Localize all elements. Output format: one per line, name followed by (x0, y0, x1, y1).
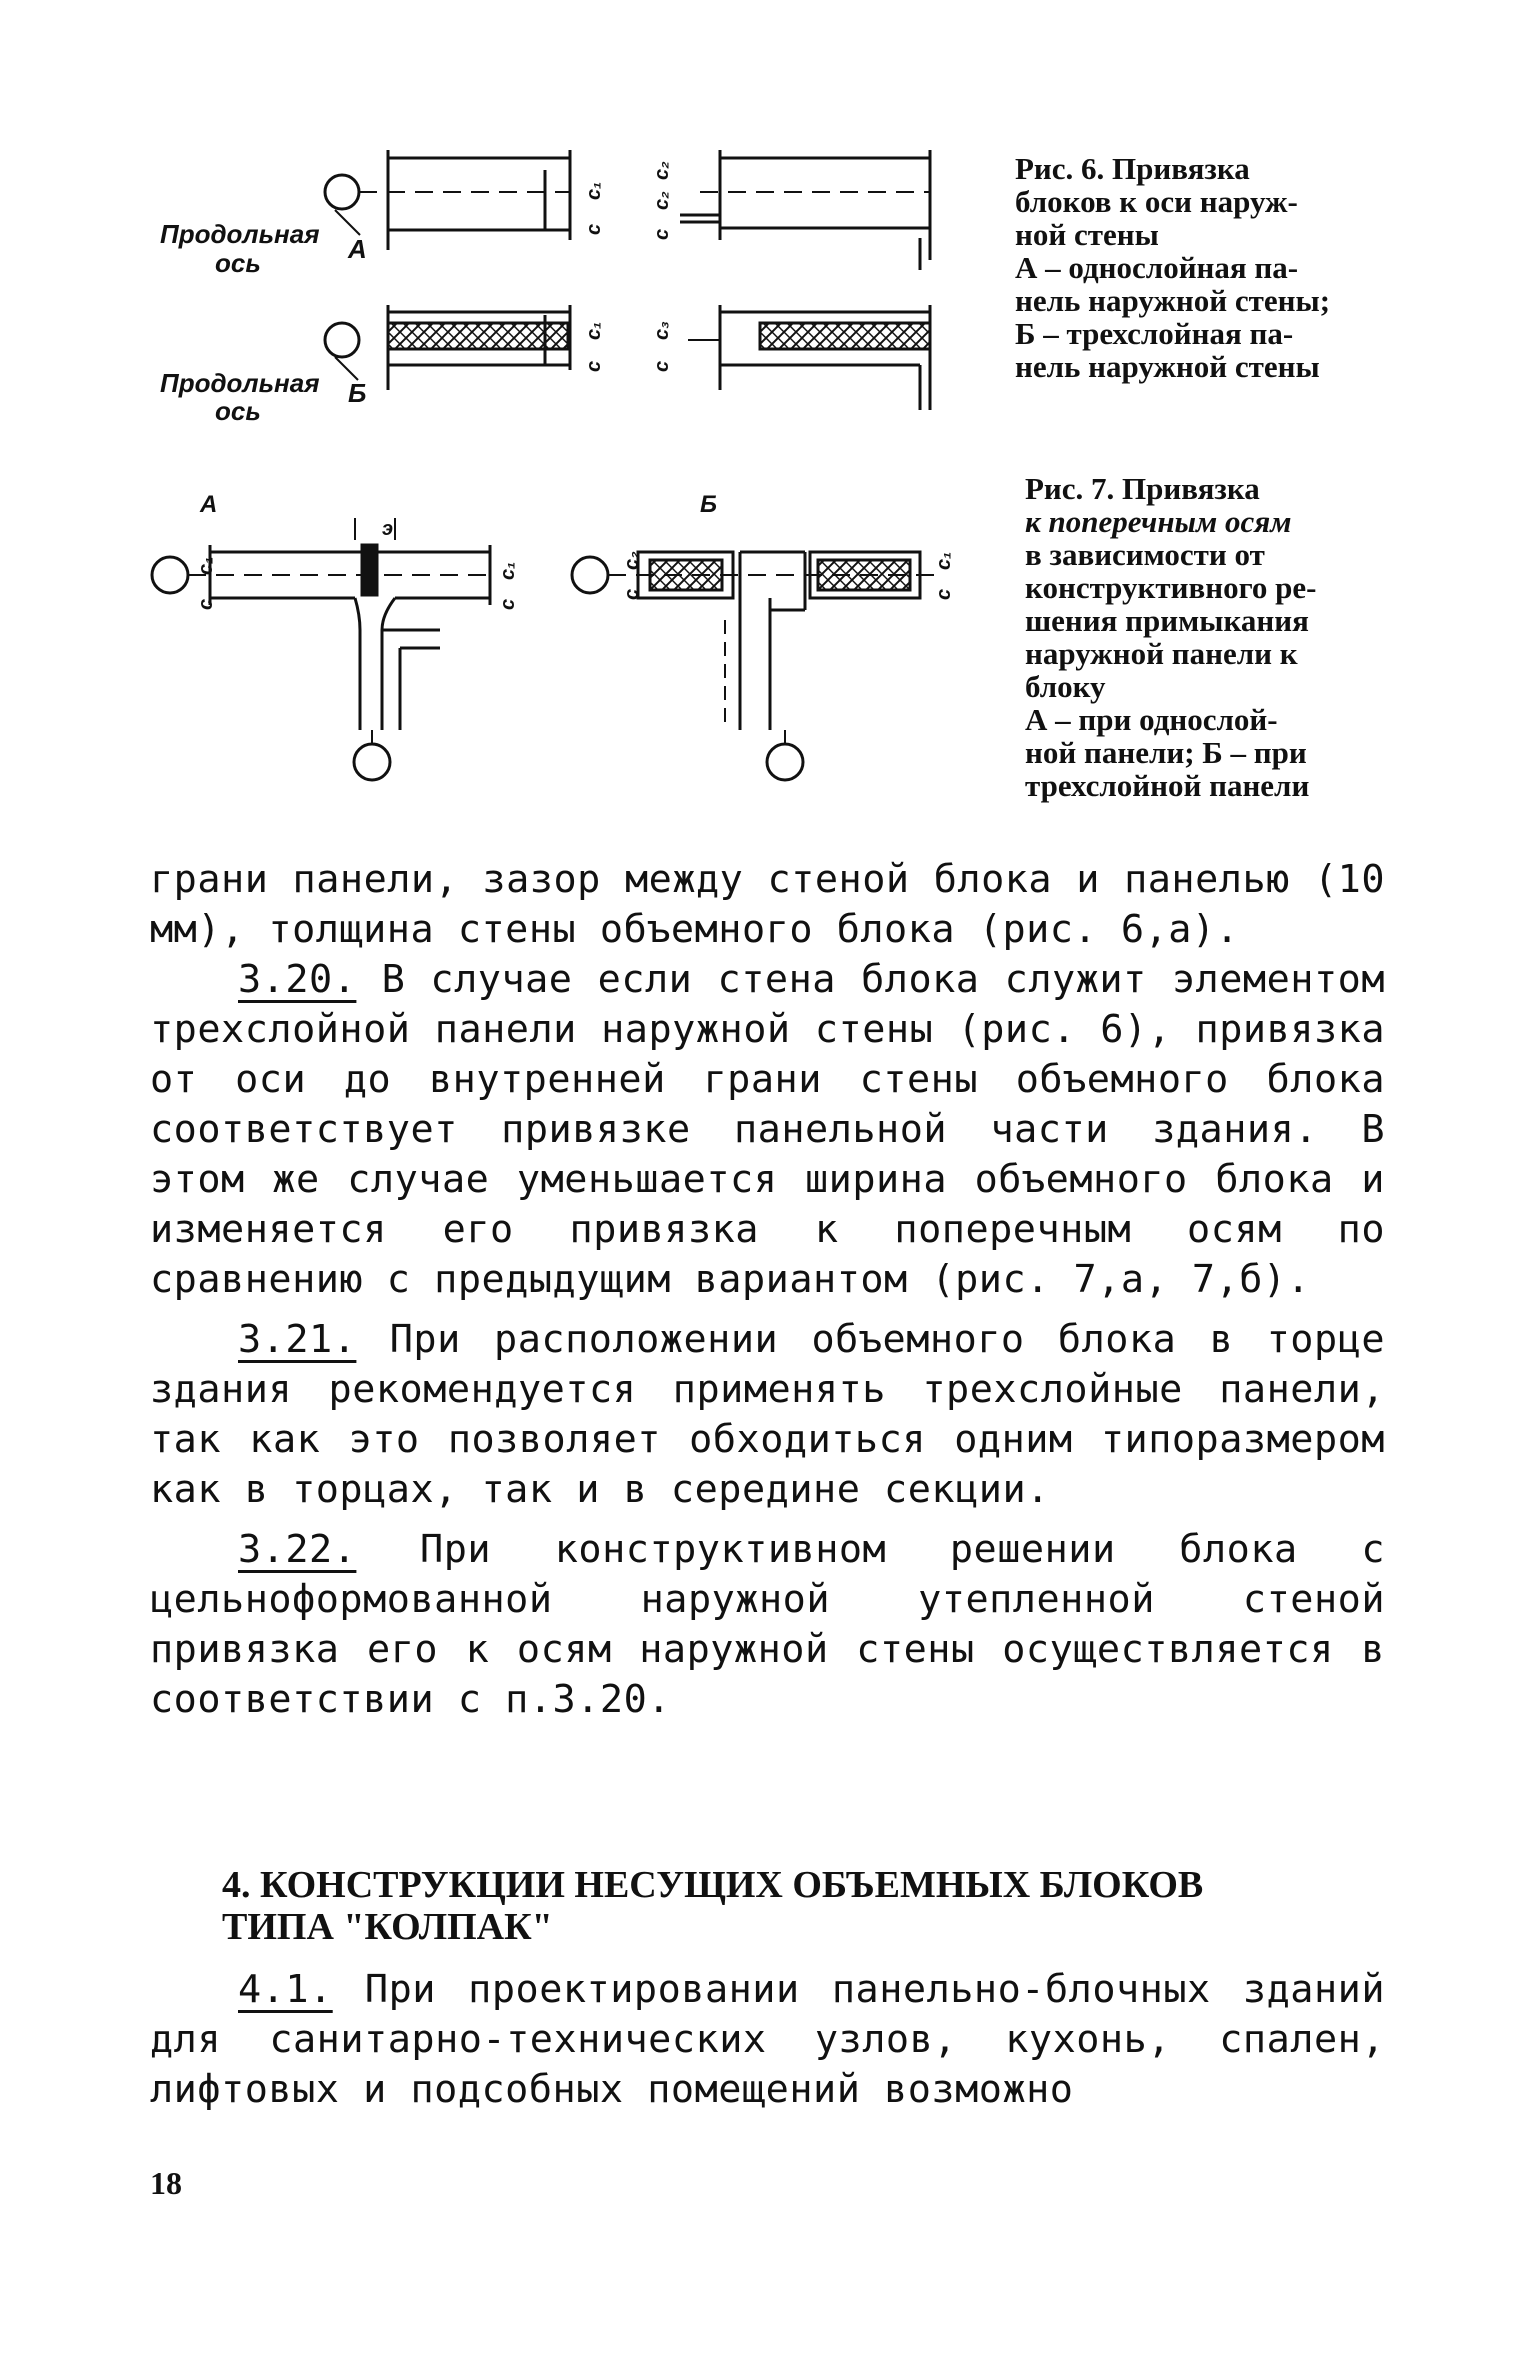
dim-label: с (621, 588, 643, 600)
figure-6-caption (1015, 152, 1415, 383)
dim-label: с₂ (651, 161, 673, 180)
caption-line: ной стены (1015, 217, 1159, 252)
section-heading (222, 1864, 1203, 1948)
dim-label: с (497, 598, 519, 610)
dim-label: с (651, 360, 673, 372)
axis-label-a-line2: ось (215, 248, 261, 278)
caption-line: нель наружной стены (1015, 349, 1320, 384)
dim-label: с (583, 360, 605, 372)
body-text-block-2 (150, 1965, 1385, 2115)
caption-line: нель наружной стены; (1015, 283, 1331, 318)
section-heading-line2: ТИПА "КОЛПАК" (222, 1906, 553, 1948)
figure-7-caption (1025, 472, 1405, 802)
axis-label-b-line1: Продольная (160, 368, 320, 398)
paragraph-3-20: 3.20. В случае если стена блока служит элементом трехслойной панели наружной стены (рис. 6), привязка от оси до внутренней грани стены объемного блока соответствует привязке панельной части здания. В этом же случае уменьшается ширина объемного блока и изменяется его привязка к поперечным осям по сравнению с предыдущим вариантом (рис. 7,а, 7,б). (150, 957, 1385, 1302)
fig6-variant-b: Б (348, 378, 367, 408)
caption-line: А – при однослой- (1025, 702, 1278, 737)
dim-label: э (382, 518, 394, 540)
axis-marker-circle (325, 175, 359, 209)
figure-6-drawing (160, 140, 960, 430)
clause-number: 4.1. (238, 1967, 333, 2012)
dim-label: с (651, 228, 673, 240)
dim-label: с (583, 223, 605, 235)
dim-label: с₃ (651, 321, 673, 340)
caption-line: наружной панели к (1025, 636, 1298, 671)
paragraph-3-22: 3.22. При конструктивном решении блока с цельноформованной наружной утепленной стеной привязка его к осям наружной стены осуществляется в соответствии с п.3.20. (150, 1527, 1385, 1722)
dim-label: с₂ (651, 191, 673, 210)
figure-7-drawing (150, 490, 980, 790)
caption-line: трехслойной панели (1025, 768, 1310, 803)
fig6-variant-a: А (348, 234, 367, 264)
caption-line: Рис. 7. Привязка (1025, 471, 1260, 506)
dim-label: с₁ (583, 181, 605, 200)
paragraph-continuation: грани панели, зазор между стеной блока и панелью (10 мм), толщина стены объемного блока (рис. 6,а). (150, 857, 1385, 952)
dim-label: с (933, 588, 955, 600)
dim-label: с₂ (621, 551, 643, 570)
paragraph-3-21: 3.21. При расположении объемного блока в торце здания рекомендуется применять трехслойные панели, так как это позволяет обходиться одним типоразмером как в торцах, так и в середине секции. (150, 1317, 1385, 1512)
dim-label: с (195, 598, 217, 610)
caption-line: конструктивного ре- (1025, 570, 1317, 605)
dim-label: с₁ (195, 556, 217, 575)
paragraph-4-1: 4.1. При проектировании панельно-блочных зданий для санитарно-технических узлов, кухонь, спален, лифтовых и подсобных помещений возможно (150, 1967, 1385, 2112)
clause-number: 3.20. (238, 957, 357, 1002)
page-number: 18 (150, 2165, 182, 2201)
axis-label-b-line2: ось (215, 396, 261, 426)
dim-label: с₁ (933, 551, 955, 570)
section-heading-line1: 4. КОНСТРУКЦИИ НЕСУЩИХ ОБЪЕМНЫХ БЛОКОВ (222, 1864, 1204, 1906)
clause-number: 3.21. (238, 1317, 357, 1362)
caption-line: блоку (1025, 669, 1106, 704)
caption-line: А – однослойная па- (1015, 250, 1299, 285)
caption-line: к поперечным осям (1025, 504, 1292, 539)
caption-line: Б – трехслойная па- (1015, 316, 1294, 351)
axis-label-a-line1: Продольная (160, 219, 320, 249)
dim-label: с₁ (497, 561, 519, 580)
fig7-variant-a: А (200, 491, 218, 518)
fig7-variant-b: Б (700, 491, 717, 518)
dim-label: с₁ (583, 321, 605, 340)
caption-line: ной панели; Б – при (1025, 735, 1307, 770)
body-text-block (150, 855, 1385, 1725)
caption-line: блоков к оси наруж- (1015, 184, 1298, 219)
caption-line: Рис. 6. Привязка (1015, 151, 1250, 186)
caption-line: в зависимости от (1025, 537, 1265, 572)
caption-line: шения примыкания (1025, 603, 1309, 638)
clause-number: 3.22. (238, 1527, 357, 1572)
